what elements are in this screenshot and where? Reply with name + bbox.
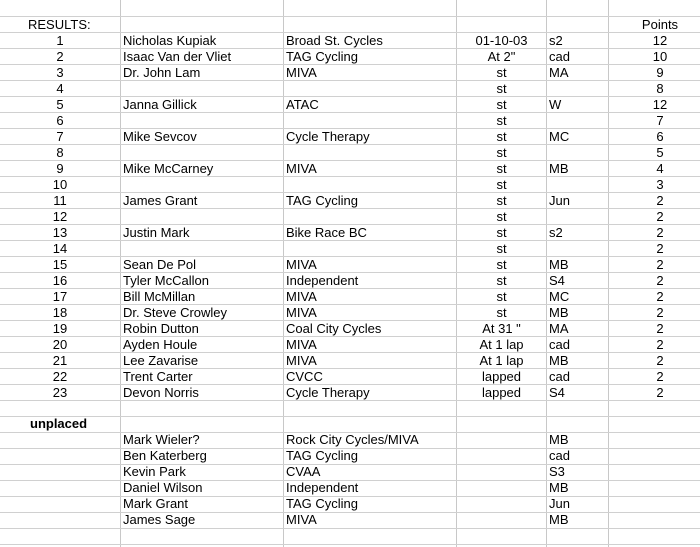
category-cell: [549, 209, 609, 225]
unplaced-row: [0, 480, 700, 496]
time-cell: lapped: [481, 369, 522, 384]
name-cell: Isaac Van der Vliet: [123, 49, 232, 64]
name-cell: [123, 81, 283, 97]
row-divider: [0, 528, 700, 529]
place-cell: 8: [56, 145, 64, 160]
time-cell: st: [496, 113, 507, 128]
table-row: [0, 49, 700, 65]
time-cell: st: [496, 193, 507, 208]
points-cell: 12: [652, 33, 668, 48]
team-cell: [286, 145, 456, 161]
table-row: [0, 65, 700, 81]
team-cell: TAG Cycling: [286, 49, 358, 64]
place-cell: 15: [52, 257, 68, 272]
time-cell: st: [496, 145, 507, 160]
name-cell: [123, 241, 283, 257]
team-cell: MIVA: [286, 305, 317, 320]
time-cell: st: [496, 161, 507, 176]
table-row: [0, 321, 700, 337]
row-divider: [0, 544, 700, 545]
place-cell: 12: [52, 209, 68, 224]
place-cell: 22: [52, 369, 68, 384]
place-cell: 16: [52, 273, 68, 288]
name-cell: Trent Carter: [123, 369, 193, 384]
table-row: [0, 369, 700, 385]
team-cell: TAG Cycling: [286, 448, 358, 463]
category-cell: s2: [549, 225, 563, 240]
table-row: [0, 113, 700, 129]
team-cell: Independent: [286, 480, 359, 495]
category-cell: MA: [549, 321, 569, 336]
category-cell: W: [549, 97, 562, 112]
team-cell: MIVA: [286, 512, 317, 527]
category-cell: MC: [549, 129, 570, 144]
name-cell: [123, 177, 283, 193]
team-cell: [286, 177, 456, 193]
team-cell: ATAC: [286, 97, 319, 112]
name-cell: Daniel Wilson: [123, 480, 203, 495]
table-row: [0, 305, 700, 321]
place-cell: 19: [52, 321, 68, 336]
time-cell: st: [496, 209, 507, 224]
category-cell: MB: [549, 305, 569, 320]
time-cell: st: [496, 81, 507, 96]
points-cell: 2: [656, 337, 664, 352]
team-cell: TAG Cycling: [286, 193, 358, 208]
unplaced-row: [0, 448, 700, 464]
place-cell: 20: [52, 337, 68, 352]
name-cell: Lee Zavarise: [123, 353, 199, 368]
category-cell: MB: [549, 353, 569, 368]
points-cell: 2: [656, 369, 664, 384]
team-cell: [286, 81, 456, 97]
name-cell: Sean De Pol: [123, 257, 196, 272]
points-cell: 2: [656, 193, 664, 208]
category-cell: [549, 177, 609, 193]
category-cell: MB: [549, 257, 569, 272]
team-cell: CVCC: [286, 369, 323, 384]
category-cell: cad: [549, 337, 570, 352]
team-cell: MIVA: [286, 65, 317, 80]
team-cell: Coal City Cycles: [286, 321, 382, 336]
name-cell: Dr. Steve Crowley: [123, 305, 228, 320]
time-cell: st: [496, 289, 507, 304]
name-cell: Bill McMillan: [123, 289, 196, 304]
name-cell: Dr. John Lam: [123, 65, 201, 80]
points-cell: 10: [652, 49, 668, 64]
name-cell: Mark Wieler?: [123, 432, 200, 447]
points-cell: 6: [656, 129, 664, 144]
table-row: [0, 337, 700, 353]
place-cell: 3: [56, 65, 64, 80]
table-row: [0, 225, 700, 241]
name-cell: Ben Katerberg: [123, 448, 207, 463]
points-cell: 4: [656, 161, 664, 176]
points-cell: 2: [656, 305, 664, 320]
table-row: [0, 241, 700, 257]
unplaced-row: [0, 416, 700, 432]
team-cell: [286, 113, 456, 129]
name-cell: Nicholas Kupiak: [123, 33, 217, 48]
unplaced-row: [0, 432, 700, 448]
category-cell: [549, 113, 609, 129]
category-cell: MB: [549, 432, 569, 447]
place-cell: 7: [56, 129, 64, 144]
name-cell: Mark Grant: [123, 496, 189, 511]
name-cell: [123, 209, 283, 225]
name-cell: Mike McCarney: [123, 161, 214, 176]
category-cell: S3: [549, 464, 565, 479]
points-cell: 3: [656, 177, 664, 192]
team-cell: Cycle Therapy: [286, 129, 370, 144]
place-cell: 9: [56, 161, 64, 176]
category-cell: S4: [549, 385, 565, 400]
name-cell: James Sage: [123, 512, 196, 527]
points-cell: 12: [652, 97, 668, 112]
category-cell: [549, 241, 609, 257]
time-cell: 01-10-03: [475, 33, 528, 48]
table-row: [0, 161, 700, 177]
unplaced-row: [0, 464, 700, 480]
category-cell: MC: [549, 289, 570, 304]
header-row: [0, 17, 700, 33]
results-label: RESULTS:: [28, 17, 91, 32]
time-cell: st: [496, 305, 507, 320]
category-cell: MB: [549, 480, 569, 495]
category-cell: [549, 81, 609, 97]
name-cell: Devon Norris: [123, 385, 199, 400]
place-cell: 17: [52, 289, 68, 304]
place-cell: 10: [52, 177, 68, 192]
category-cell: MA: [549, 65, 569, 80]
team-cell: Cycle Therapy: [286, 385, 370, 400]
name-cell: [123, 113, 283, 129]
category-cell: cad: [549, 49, 570, 64]
team-cell: CVAA: [286, 464, 321, 479]
time-cell: At 1 lap: [479, 353, 524, 368]
table-row: [0, 209, 700, 225]
table-row: [0, 97, 700, 113]
place-cell: 6: [56, 113, 64, 128]
time-cell: st: [496, 257, 507, 272]
table-row: [0, 81, 700, 97]
points-cell: 2: [656, 257, 664, 272]
points-cell: 2: [656, 241, 664, 256]
team-cell: MIVA: [286, 161, 317, 176]
place-cell: 4: [56, 81, 64, 96]
points-cell: 2: [656, 353, 664, 368]
points-cell: 2: [656, 209, 664, 224]
place-cell: 23: [52, 385, 68, 400]
time-cell: st: [496, 241, 507, 256]
place-cell: 1: [56, 33, 64, 48]
points-cell: 2: [656, 273, 664, 288]
points-cell: 2: [656, 385, 664, 400]
time-cell: At 2": [487, 49, 516, 64]
name-cell: [123, 145, 283, 161]
category-cell: MB: [549, 161, 569, 176]
team-cell: MIVA: [286, 257, 317, 272]
table-row: [0, 33, 700, 49]
place-cell: 18: [52, 305, 68, 320]
time-cell: lapped: [481, 385, 522, 400]
place-cell: 21: [52, 353, 68, 368]
category-cell: [549, 145, 609, 161]
points-cell: 8: [656, 81, 664, 96]
place-cell: 11: [53, 193, 67, 208]
time-cell: st: [496, 273, 507, 288]
name-cell: Justin Mark: [123, 225, 190, 240]
table-row: [0, 177, 700, 193]
points-cell: 2: [656, 321, 664, 336]
points-cell: 5: [656, 145, 664, 160]
unplaced-row: [0, 512, 700, 528]
table-row: [0, 257, 700, 273]
name-cell: James Grant: [123, 193, 198, 208]
team-cell: Rock City Cycles/MIVA: [286, 432, 419, 447]
category-cell: cad: [549, 369, 570, 384]
table-row: [0, 145, 700, 161]
unplaced-row: [0, 496, 700, 512]
name-cell: Robin Dutton: [123, 321, 199, 336]
category-cell: S4: [549, 273, 565, 288]
team-cell: Independent: [286, 273, 359, 288]
time-cell: st: [496, 97, 507, 112]
name-cell: Mike Sevcov: [123, 129, 197, 144]
team-cell: MIVA: [286, 353, 317, 368]
points-cell: 2: [656, 289, 664, 304]
table-row: [0, 289, 700, 305]
points-header: Points: [641, 17, 679, 32]
points-cell: 2: [656, 225, 664, 240]
team-cell: MIVA: [286, 337, 317, 352]
team-cell: MIVA: [286, 289, 317, 304]
category-cell: cad: [549, 448, 570, 463]
category-cell: Jun: [549, 496, 570, 511]
team-cell: TAG Cycling: [286, 496, 358, 511]
time-cell: st: [496, 225, 507, 240]
time-cell: st: [496, 129, 507, 144]
team-cell: Broad St. Cycles: [286, 33, 383, 48]
unplaced-label: unplaced: [30, 416, 88, 431]
time-cell: At 1 lap: [479, 337, 524, 352]
category-cell: MB: [549, 512, 569, 527]
place-cell: 5: [56, 97, 64, 112]
table-row: [0, 385, 700, 401]
time-cell: At 31 ": [482, 321, 521, 336]
points-cell: 9: [656, 65, 664, 80]
category-cell: Jun: [549, 193, 570, 208]
name-cell: Tyler McCallon: [123, 273, 209, 288]
name-cell: Ayden Houle: [123, 337, 198, 352]
table-row: [0, 129, 700, 145]
category-cell: s2: [549, 33, 563, 48]
place-cell: 2: [56, 49, 64, 64]
time-cell: st: [496, 65, 507, 80]
team-cell: [286, 209, 456, 225]
points-cell: 7: [656, 113, 664, 128]
table-row: [0, 273, 700, 289]
name-cell: Kevin Park: [123, 464, 186, 479]
team-cell: Bike Race BC: [286, 225, 367, 240]
table-row: [0, 353, 700, 369]
place-cell: 13: [52, 225, 68, 240]
team-cell: [286, 241, 456, 257]
time-cell: st: [496, 177, 507, 192]
place-cell: 14: [52, 241, 68, 256]
table-row: [0, 193, 700, 209]
name-cell: Janna Gillick: [123, 97, 197, 112]
